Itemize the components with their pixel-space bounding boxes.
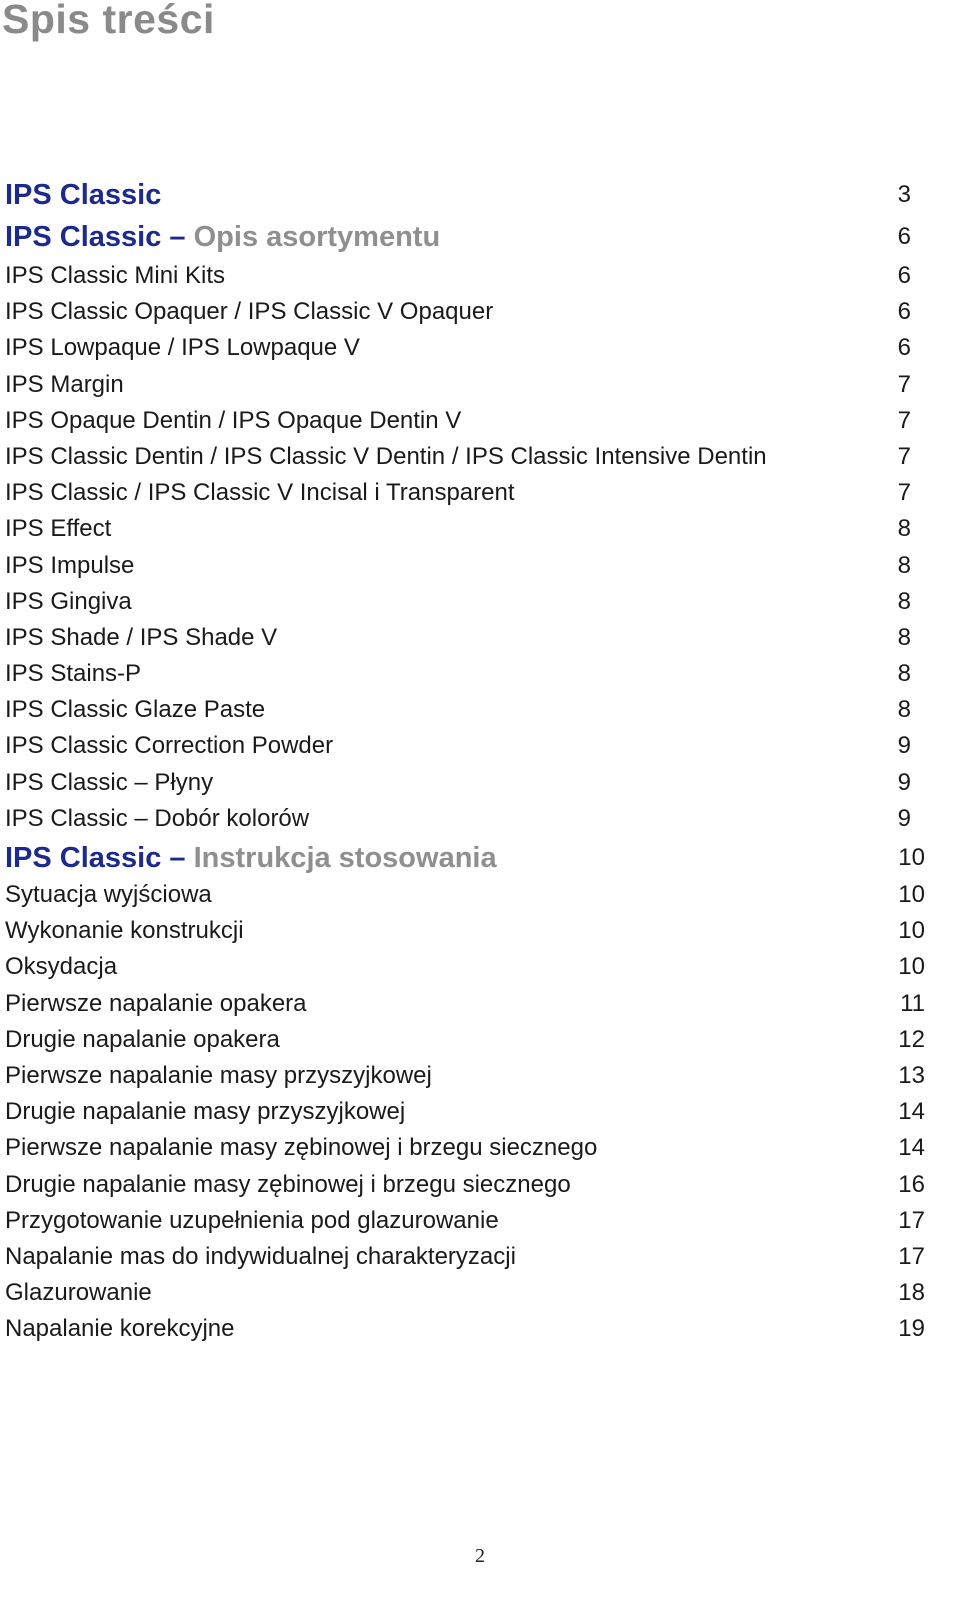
toc-page-number: 8 (897, 551, 911, 579)
toc-page-number: 7 (897, 479, 911, 507)
toc-entry-label: Napalanie mas do indywidualnej charakteryzacji (5, 1242, 516, 1270)
toc-entry-label: Sytuacja wyjściowa (5, 881, 212, 908)
toc-entry-label: Drugie napalanie masy przyszyjkowej (5, 1098, 406, 1126)
toc-section-main: IPS Classic (5, 179, 162, 211)
toc-entry-label: Glazurowanie (5, 1279, 152, 1307)
toc-page-number: 9 (897, 732, 911, 760)
toc-entry[interactable] (5, 765, 925, 801)
toc-entry[interactable] (5, 1022, 925, 1058)
toc-page-number: 6 (897, 223, 911, 250)
toc-entry[interactable] (5, 294, 925, 330)
toc-page-number: 10 (898, 953, 925, 981)
toc-entry[interactable] (5, 475, 925, 511)
toc-entry-label: IPS Classic – Dobór kolorów (5, 804, 310, 832)
toc-page-number: 7 (897, 370, 911, 398)
toc-section-opis-asortymentu[interactable] (5, 216, 925, 258)
toc-entry[interactable] (5, 548, 925, 584)
toc-entry-label: IPS Gingiva (5, 587, 132, 615)
toc-entry[interactable] (5, 584, 925, 620)
toc-items-group (5, 258, 925, 837)
toc-entry[interactable] (5, 620, 925, 656)
toc-entry-label: IPS Classic – Płyny (5, 768, 214, 796)
toc-entry[interactable] (5, 913, 925, 949)
toc-section-instrukcja-stosowania[interactable] (5, 837, 925, 877)
toc-section-sub: Opis asortymentu (193, 221, 441, 253)
toc-entry-label: IPS Stains-P (5, 660, 142, 688)
toc-entry[interactable] (5, 1275, 925, 1311)
toc-entry-label: IPS Margin (5, 370, 124, 398)
toc-page-number: 7 (897, 442, 911, 470)
toc-entry-label: IPS Classic Opaquer / IPS Classic V Opaquer (5, 298, 494, 326)
toc-page-number: 8 (897, 587, 911, 615)
toc-section-main: IPS Classic (5, 221, 162, 253)
toc-page-number: 19 (898, 1315, 925, 1343)
toc-page-number: 6 (897, 298, 911, 326)
toc-page-number: 17 (898, 1242, 925, 1270)
toc-page-number: 10 (898, 917, 925, 945)
toc-page-number: 6 (897, 262, 911, 289)
toc-entry-label: IPS Effect (5, 515, 112, 543)
toc-page-number: 9 (897, 768, 911, 796)
toc-entry[interactable] (5, 1130, 925, 1166)
toc-entry[interactable] (5, 692, 925, 728)
toc-entry[interactable] (5, 1239, 925, 1275)
toc-entry-label: IPS Impulse (5, 551, 135, 579)
toc-section-label (5, 216, 440, 258)
toc-entry[interactable] (5, 403, 925, 439)
toc-page-number: 11 (900, 989, 925, 1017)
toc-section-label (5, 837, 497, 879)
toc-items-group (5, 877, 925, 1347)
toc-page-number: 10 (898, 844, 925, 871)
toc-section-label (5, 178, 161, 212)
toc-entry-label: IPS Opaque Dentin / IPS Opaque Dentin V (5, 406, 462, 434)
toc-section-dash: – (161, 842, 194, 874)
toc-entry[interactable] (5, 1167, 925, 1203)
toc-entry[interactable] (5, 1203, 925, 1239)
toc-entry[interactable] (5, 258, 925, 294)
page-title: Spis treści (2, 0, 215, 42)
toc-page-number: 8 (897, 660, 911, 688)
toc-entry-label: Drugie napalanie opakera (5, 1025, 280, 1053)
toc-entry[interactable] (5, 986, 925, 1022)
toc-page-number: 14 (898, 1098, 925, 1126)
toc-page-number: 8 (897, 696, 911, 724)
toc-entry[interactable] (5, 728, 925, 764)
toc-page-number: 9 (897, 804, 911, 832)
toc-page-number: 12 (898, 1025, 925, 1053)
toc-page-number: 7 (897, 406, 911, 434)
toc-entry-label: IPS Classic / IPS Classic V Incisal i Transparent (5, 479, 515, 507)
toc-entry-label: IPS Classic Glaze Paste (5, 696, 266, 724)
toc-entry-label: IPS Lowpaque / IPS Lowpaque V (5, 334, 360, 362)
toc-page-number: 14 (898, 1134, 925, 1162)
toc-entry-label: Napalanie korekcyjne (5, 1315, 235, 1343)
toc-entry[interactable] (5, 511, 925, 547)
toc-entry[interactable] (5, 1094, 925, 1130)
toc-section-sub: Instrukcja stosowania (193, 842, 497, 874)
toc-entry[interactable] (5, 801, 925, 837)
toc-entry-label: IPS Classic Correction Powder (5, 732, 334, 760)
toc-entry-label: Przygotowanie uzupełnienia pod glazurowanie (5, 1206, 499, 1234)
toc-entry[interactable] (5, 330, 925, 366)
toc-entry-label: IPS Classic Dentin / IPS Classic V Dentin / IPS Classic Intensive Dentin (5, 442, 767, 470)
toc-page-number: 13 (898, 1061, 925, 1089)
table-of-contents (5, 178, 925, 1347)
toc-entry[interactable] (5, 949, 925, 985)
toc-entry-label: Pierwsze napalanie masy zębinowej i brzegu siecznego (5, 1134, 598, 1162)
toc-entry[interactable] (5, 1058, 925, 1094)
toc-entry[interactable] (5, 1311, 925, 1347)
toc-page-number: 16 (898, 1170, 925, 1198)
toc-page-number: 6 (897, 334, 911, 362)
toc-entry[interactable] (5, 439, 925, 475)
toc-page-number: 8 (897, 623, 911, 651)
toc-entry-label: IPS Classic Mini Kits (5, 262, 226, 289)
toc-entry-label: Oksydacja (5, 953, 118, 981)
toc-entry-label: IPS Shade / IPS Shade V (5, 623, 278, 651)
toc-section-ips-classic[interactable] (5, 178, 925, 216)
footer-page-number: 2 (475, 1545, 485, 1567)
toc-entry[interactable] (5, 367, 925, 403)
toc-entry-label: Pierwsze napalanie masy przyszyjkowej (5, 1061, 432, 1089)
toc-page-number: 10 (898, 881, 925, 908)
toc-entry-label: Drugie napalanie masy zębinowej i brzegu siecznego (5, 1170, 571, 1198)
toc-page-number: 17 (898, 1206, 925, 1234)
toc-entry[interactable] (5, 656, 925, 692)
toc-entry-label: Pierwsze napalanie opakera (5, 989, 307, 1017)
toc-section-main: IPS Classic (5, 842, 162, 874)
toc-entry-label: Wykonanie konstrukcji (5, 917, 244, 945)
toc-page-number: 3 (897, 181, 911, 208)
toc-section-dash: – (161, 221, 194, 253)
toc-entry[interactable] (5, 877, 925, 913)
toc-page-number: 8 (897, 515, 911, 543)
toc-page-number: 18 (898, 1279, 925, 1307)
